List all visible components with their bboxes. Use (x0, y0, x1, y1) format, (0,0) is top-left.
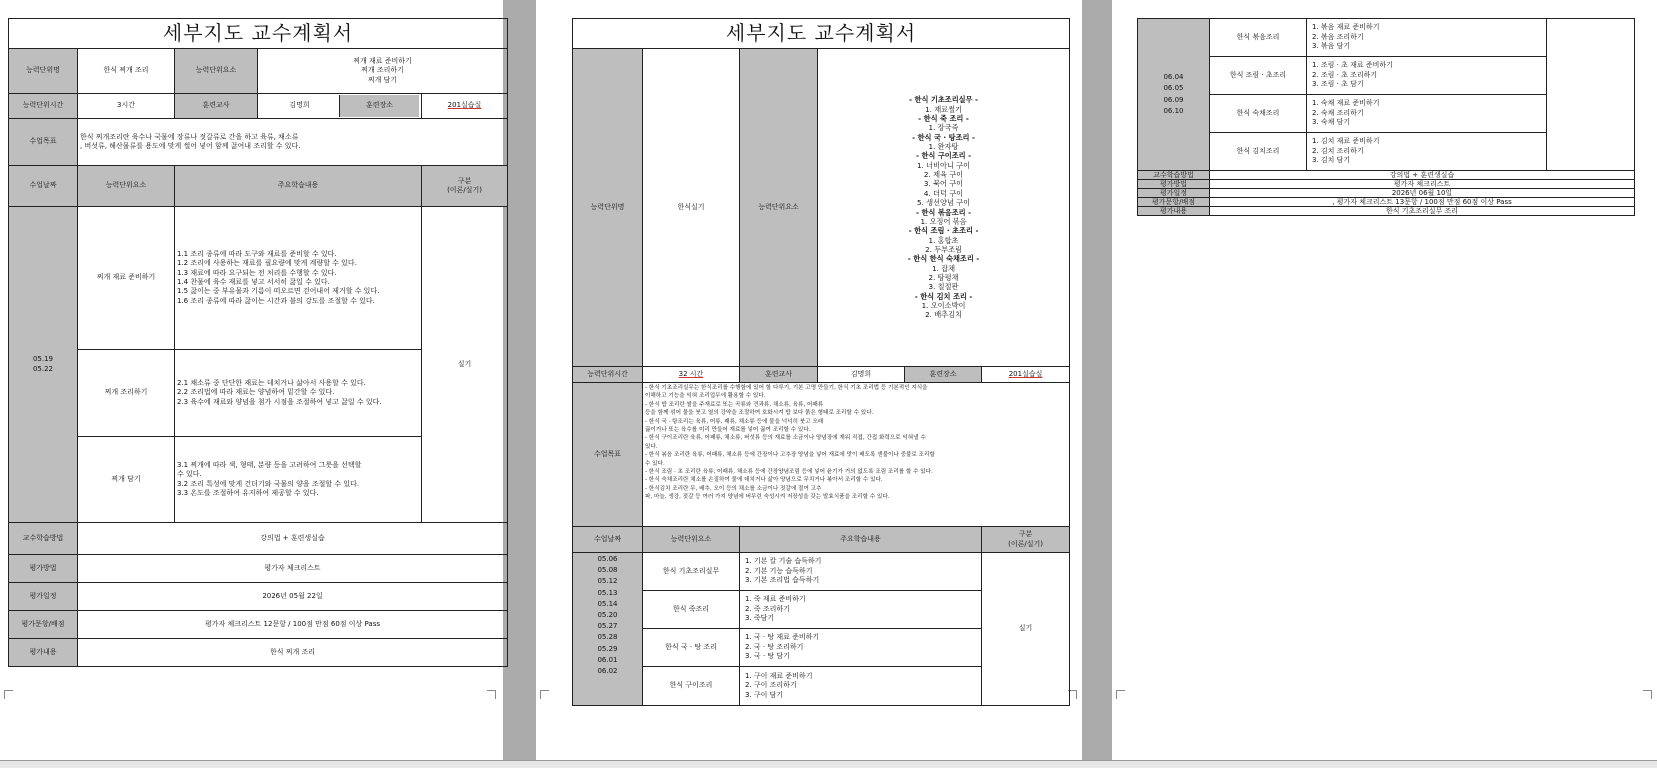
eval-criteria-label: 평가문항/배점 (1138, 198, 1210, 207)
element-item: 5. 생선양념 구이 (916, 198, 971, 208)
content-line: 2. 조림 · 초 조리하기 (1312, 70, 1378, 79)
row-element: 한식 구이조리 (643, 667, 740, 706)
element-item: 1. 잡채 (932, 263, 956, 273)
unit-label: 능력단위명 (9, 49, 78, 94)
element-item: 1. 재료썰기 (925, 104, 962, 114)
date-header: 수업날짜 (573, 527, 643, 553)
row-element: 찌개 재료 준비하기 (78, 207, 175, 350)
lesson-plan-table-3 (1137, 18, 1635, 216)
eval-date-label: 평가일정 (9, 583, 78, 611)
teacher-value (258, 94, 422, 119)
row-element: 찌개 조리하기 (78, 350, 175, 437)
date-cell (9, 207, 78, 523)
objective-line: , 버섯류, 해산물류를 용도에 맞게 썰어 넣어 함께 끓여내 조리할 수 있다. (80, 142, 301, 150)
row-content (740, 629, 982, 667)
content-line: 2. 기본 기능 습득하기 (745, 566, 813, 575)
eval-date-label: 평가일정 (1138, 189, 1210, 198)
row-content (1307, 19, 1547, 57)
content-line: 3. 김치 담기 (1312, 156, 1351, 165)
lesson-plan-table-1 (8, 18, 508, 667)
date-item: 05.08 (597, 566, 618, 575)
teacher-label: 훈련교사 (175, 94, 258, 119)
element-group: - 한식 죽 조리 - (918, 113, 969, 123)
row-content (175, 350, 422, 437)
element-item: 찌개 담기 (367, 75, 398, 84)
objective-text (643, 383, 1070, 527)
page-title: 세부지도 교수계획서 (573, 19, 1070, 49)
eval-content-label: 평가내용 (1138, 207, 1210, 216)
element-item: 2. 두부조림 (925, 244, 962, 254)
date-item: 05.12 (597, 577, 618, 586)
content-line: 2.1 채소류 중 단단한 재료는 데치거나 삶아서 사용할 수 있다. (177, 378, 366, 387)
element-list (818, 49, 1070, 367)
kind-value: 실기 (982, 553, 1070, 706)
objective-line: - 한식 볶음 조리란 육류, 어패류, 채소류 등에 간장이나 고추장 양념을 넣어 재료에 맛이 배도록 센불이나 중불로 조리할 (645, 452, 935, 459)
element-item: 1. 너비아니 구이 (916, 160, 971, 170)
eval-criteria-value: 평가자 체크리스트 12문항 / 100점 만점 60점 이상 Pass (78, 611, 508, 639)
element-group: - 한식 국 · 탕조리 - (912, 132, 975, 142)
content-line: 2. 볶음 조리하기 (1312, 32, 1364, 41)
eval-method-label: 평가방법 (9, 555, 78, 583)
date-header: 수업날짜 (9, 166, 78, 207)
element-item: 4. 더덕 구이 (923, 188, 964, 198)
date-item: 05.06 (597, 555, 618, 563)
element-item: 1. 오이소박이 (921, 301, 966, 311)
kind-value: 실기 (422, 207, 508, 523)
content-line: 1.4 찬물에 육수 재료를 넣고 서서히 끓일 수 있다. (177, 278, 330, 286)
element-list (258, 49, 508, 94)
date-item: 06.09 (1163, 95, 1184, 104)
content-header: 주요학습내용 (175, 166, 422, 207)
content-line: 3. 죽담기 (745, 614, 775, 623)
objective-label: 수업목표 (573, 383, 643, 527)
content-line: 3. 국 · 탕 담기 (745, 652, 790, 661)
objective-line: - 한식 조림 · 초 조리란 육류, 어패류, 채소류 등에 간장양념조림 등에 넣어 윤기가 거의 없도록 조림 조리를 할 수 있다. (645, 468, 933, 475)
method-value: 강의법 + 훈련생실습 (78, 523, 508, 555)
content-line: 1. 볶음 재료 준비하기 (1312, 23, 1380, 32)
hours-label: 능력단위시간 (9, 94, 78, 119)
row-element: 한식 조림 · 초조리 (1210, 57, 1307, 95)
date-item: 05.14 (597, 599, 618, 608)
eval-date-value: 2026년 05월 22일 (78, 583, 508, 611)
objective-line: 파, 마늘, 생강, 젓갈 등 여러 가지 양념에 버무린 숙성시켜 저장성을 갖는 발효식품을 조리할 수 있다. (645, 494, 890, 501)
row-content (1307, 57, 1547, 95)
element-group: - 한식 기초조리실무 - (909, 95, 979, 105)
objective-line: 한식 찌개조리란 육수나 국물에 장류나 젓갈류로 간을 하고 육류, 채소류 (80, 132, 299, 141)
hours-value: 3시간 (78, 94, 175, 119)
eval-content-label: 평가내용 (9, 639, 78, 667)
element-header: 능력단위요소 (643, 527, 740, 553)
date-cell (1138, 19, 1210, 171)
objective-line: - 한식 국 · 탕조리는 육류, 어류, 패류, 채소류 등에 물을 넉넉히 붓고 오래 (645, 418, 824, 425)
content-header: 주요학습내용 (740, 527, 982, 553)
content-line: 2. 구이 조리하기 (745, 681, 797, 690)
element-label: 능력단위요소 (740, 49, 818, 367)
objective-line: - 한식 숙채조리란 채소를 손질하여 물에 데치거나 삶아 양념으로 무치거나 볶아서 조리할 수 있다. (645, 477, 883, 484)
content-line: 3. 기본 조리법 습득하기 (745, 576, 820, 585)
element-label: 능력단위요소 (175, 49, 258, 94)
content-line: 1. 조림 · 초 재료 준비하기 (1312, 61, 1393, 70)
row-element: 한식 김치조리 (1210, 133, 1307, 171)
element-item: 1. 오징어 볶음 (920, 216, 967, 226)
element-item: 1. 홍합초 (928, 235, 959, 245)
hours-value: 32 시간 (643, 367, 740, 383)
crop-mark (1643, 690, 1652, 699)
row-element: 한식 죽조리 (643, 591, 740, 629)
content-line: 3.1 찌개에 따라 색, 형태, 분량 등을 고려하여 그릇을 선택할 (177, 460, 362, 469)
hours-label: 능력단위시간 (573, 367, 643, 383)
place-label: 훈련장소 (340, 95, 420, 117)
content-line: 3. 숙채 담기 (1312, 118, 1351, 127)
status-bar (0, 760, 1657, 768)
element-item: 찌개 재료 준비하기 (353, 56, 412, 65)
eval-method-label: 평가방법 (1138, 180, 1210, 189)
element-item: 3. 북어 구이 (923, 179, 964, 189)
row-element: 한식 숙채조리 (1210, 95, 1307, 133)
content-line: 3.3 온도를 조절하여 유지하여 제공할 수 있다. (177, 488, 319, 497)
content-line: 1.1 조리 종류에 따라 도구와 재료를 준비할 수 있다. (177, 249, 337, 258)
row-element: 한식 기초조리실무 (643, 553, 740, 591)
eval-criteria-value: , 평가자 체크리스트 13문항 / 100점 만점 60점 이상 Pass (1210, 198, 1635, 207)
unit-value: 한식 찌개 조리 (78, 49, 175, 94)
element-item: 2. 탕평채 (928, 273, 959, 283)
eval-method-value: 평가자 체크리스트 (78, 555, 508, 583)
page-title: 세부지도 교수계획서 (9, 19, 508, 49)
date-item: 06.01 (597, 655, 618, 664)
method-label: 교수학습방법 (9, 523, 78, 555)
content-line: 1. 숙채 재료 준비하기 (1312, 99, 1380, 108)
row-element: 한식 볶음조리 (1210, 19, 1307, 57)
teacher-label: 훈련교사 (740, 367, 818, 383)
element-header: 능력단위요소 (78, 166, 175, 207)
eval-date-value: 2026년 06월 10일 (1210, 189, 1635, 198)
objective-label: 수업목표 (9, 119, 78, 166)
kind-value (1547, 19, 1635, 171)
content-line: 2.3 육수에 재료와 양념을 첨가 시점을 조절하여 넣고 끓일 수 있다. (177, 397, 382, 406)
content-line: 1. 기본 칼 기술 습득하기 (745, 557, 822, 566)
element-item: 3. 칠절판 (928, 282, 959, 292)
date-item: 05.19 (32, 355, 54, 364)
element-group: - 한식 조림 · 초조리 - (908, 226, 979, 236)
date-item: 05.20 (597, 610, 618, 619)
content-line: 2. 죽 조리하기 (745, 604, 790, 613)
objective-line: - 한식 기초조리실무는 한식조리를 수행함에 있어 할 다루기, 기본 고명 만들기, 한식 기초 조리법 등 기본적인 지식을 (645, 385, 928, 391)
date-item: 05.28 (597, 633, 618, 642)
element-item: 1. 장국죽 (928, 123, 959, 133)
content-line: 2. 숙채 조리하기 (1312, 108, 1364, 117)
date-item: 05.29 (597, 644, 618, 653)
date-item: 06.04 (1163, 73, 1184, 82)
row-content (740, 591, 982, 629)
eval-content-value: 한식 기초조리실무 조리 (1210, 207, 1635, 216)
lesson-plan-table-2 (572, 18, 1070, 706)
date-item: 06.02 (597, 666, 618, 675)
crop-mark (540, 690, 549, 699)
method-label: 교수학습방법 (1138, 171, 1210, 180)
row-content (740, 553, 982, 591)
kind-header: 구분 (이론/실기) (982, 527, 1070, 553)
content-line: 2. 김치 조리하기 (1312, 146, 1364, 155)
content-line: 1. 국 · 탕 재료 준비하기 (745, 633, 820, 642)
unit-value: 한식실기 (643, 49, 740, 367)
content-line: 1.5 끓이는 중 부유물과 기름이 떠오르면 걷어내어 제거할 수 있다. (177, 287, 380, 296)
row-element: 한식 국 · 탕 조리 (643, 629, 740, 667)
teacher-value: 김명희 (818, 367, 905, 383)
content-line: 수 있다. (177, 470, 202, 479)
element-item: 찌개 조리하기 (361, 66, 404, 75)
crop-mark (1116, 690, 1125, 699)
row-content (175, 207, 422, 350)
objective-line: - 한식김치 조리란 무, 배추, 오이 등의 채소를 소금이나 젓갈에 절여 고추 (645, 485, 822, 492)
element-group: - 한식 볶음조리 - (915, 207, 972, 217)
objective-line: - 한식 구이조리란 육류, 어패류, 채소류, 버섯류 등의 재료를 소금이나 양념장에 재워 직접, 간접 화력으로 익혀낼 수 (645, 435, 926, 442)
element-item: 2. 배추김치 (925, 310, 962, 320)
content-line: 1.3 재료에 따라 요구되는 전 처리를 수행할 수 있다. (177, 268, 337, 277)
method-value: 강의법 + 훈련생실습 (1210, 171, 1635, 180)
content-line: 1. 죽 재료 준비하기 (745, 595, 806, 604)
objective-line: 등을 함께 섞어 물을 붓고 열의 강약을 조절하여 호화시켜 밥 보다 묽은 형태로 조리할 수 있다. (645, 410, 874, 417)
date-item: 05.13 (597, 588, 618, 597)
objective-line: 끓이거나 또는 육수를 미리 만들어 재료를 넣어 끓여 조리할 수 있다. (645, 426, 811, 433)
row-content (1307, 95, 1547, 133)
objective-text (78, 119, 508, 166)
element-item: 1. 완자탕 (928, 141, 959, 151)
eval-method-value: 평가자 체크리스트 (1210, 180, 1635, 189)
kind-header: 구분 (이론/실기) (422, 166, 508, 207)
element-group: - 한식 한식 숙채조리 - (907, 254, 980, 264)
date-item: 06.10 (1163, 106, 1184, 115)
place-value: 201실습실 (982, 367, 1070, 383)
date-item: 05.22 (32, 364, 54, 373)
row-content (1307, 133, 1547, 171)
eval-content-value: 한식 찌개 조리 (78, 639, 508, 667)
date-item: 05.27 (597, 622, 618, 631)
unit-label: 능력단위명 (573, 49, 643, 367)
content-line: 2.2 조리법에 따라 재료는 양념하여 밑간할 수 있다. (177, 388, 335, 397)
row-content (175, 437, 422, 523)
element-group: - 한식 구이조리 - (915, 151, 972, 161)
content-line: 3.2 조리 특성에 맞게 건더기와 국물의 양을 조절할 수 있다. (177, 479, 360, 488)
content-line: 1.6 조리 종류에 따라 끓이는 시간과 불의 강도를 조절할 수 있다. (177, 296, 375, 305)
content-line: 3. 볶음 담기 (1312, 42, 1351, 51)
crop-mark (487, 690, 496, 699)
row-content (740, 667, 982, 706)
objective-line: - 한식 밥 조리란 쌀을 주재료로 또는 곡류와 견과류, 채소류, 육류, 어패류 (645, 401, 824, 408)
content-line: 3. 조림 · 초 담기 (1312, 80, 1364, 89)
element-item: 2. 제육 구이 (923, 170, 964, 180)
objective-line: 이해하고 기능을 익혀 조리업무에 활용할 수 있다. (645, 393, 766, 400)
objective-line: 수 있다. (645, 460, 665, 467)
teacher-name: 김명희 (289, 101, 310, 110)
content-line: 2. 국 · 탕 조리하기 (745, 642, 804, 651)
content-line: 3. 구이 담기 (745, 690, 784, 699)
element-group: - 한식 김치 조리 - (914, 291, 973, 301)
content-line: 1. 구이 재료 준비하기 (745, 671, 813, 680)
crop-mark (4, 690, 13, 699)
date-item: 06.05 (1163, 84, 1184, 93)
row-element: 찌개 담기 (78, 437, 175, 523)
objective-line: 있다. (645, 443, 658, 450)
place-value: 201실습실 (422, 94, 508, 119)
content-line: 1.2 조리에 사용하는 재료를 필요량에 맞게 계량할 수 있다. (177, 259, 357, 268)
content-line: 1. 김치 재료 준비하기 (1312, 137, 1380, 146)
date-cell (573, 553, 643, 706)
eval-criteria-label: 평가문항/배점 (9, 611, 78, 639)
place-label: 훈련장소 (905, 367, 982, 383)
